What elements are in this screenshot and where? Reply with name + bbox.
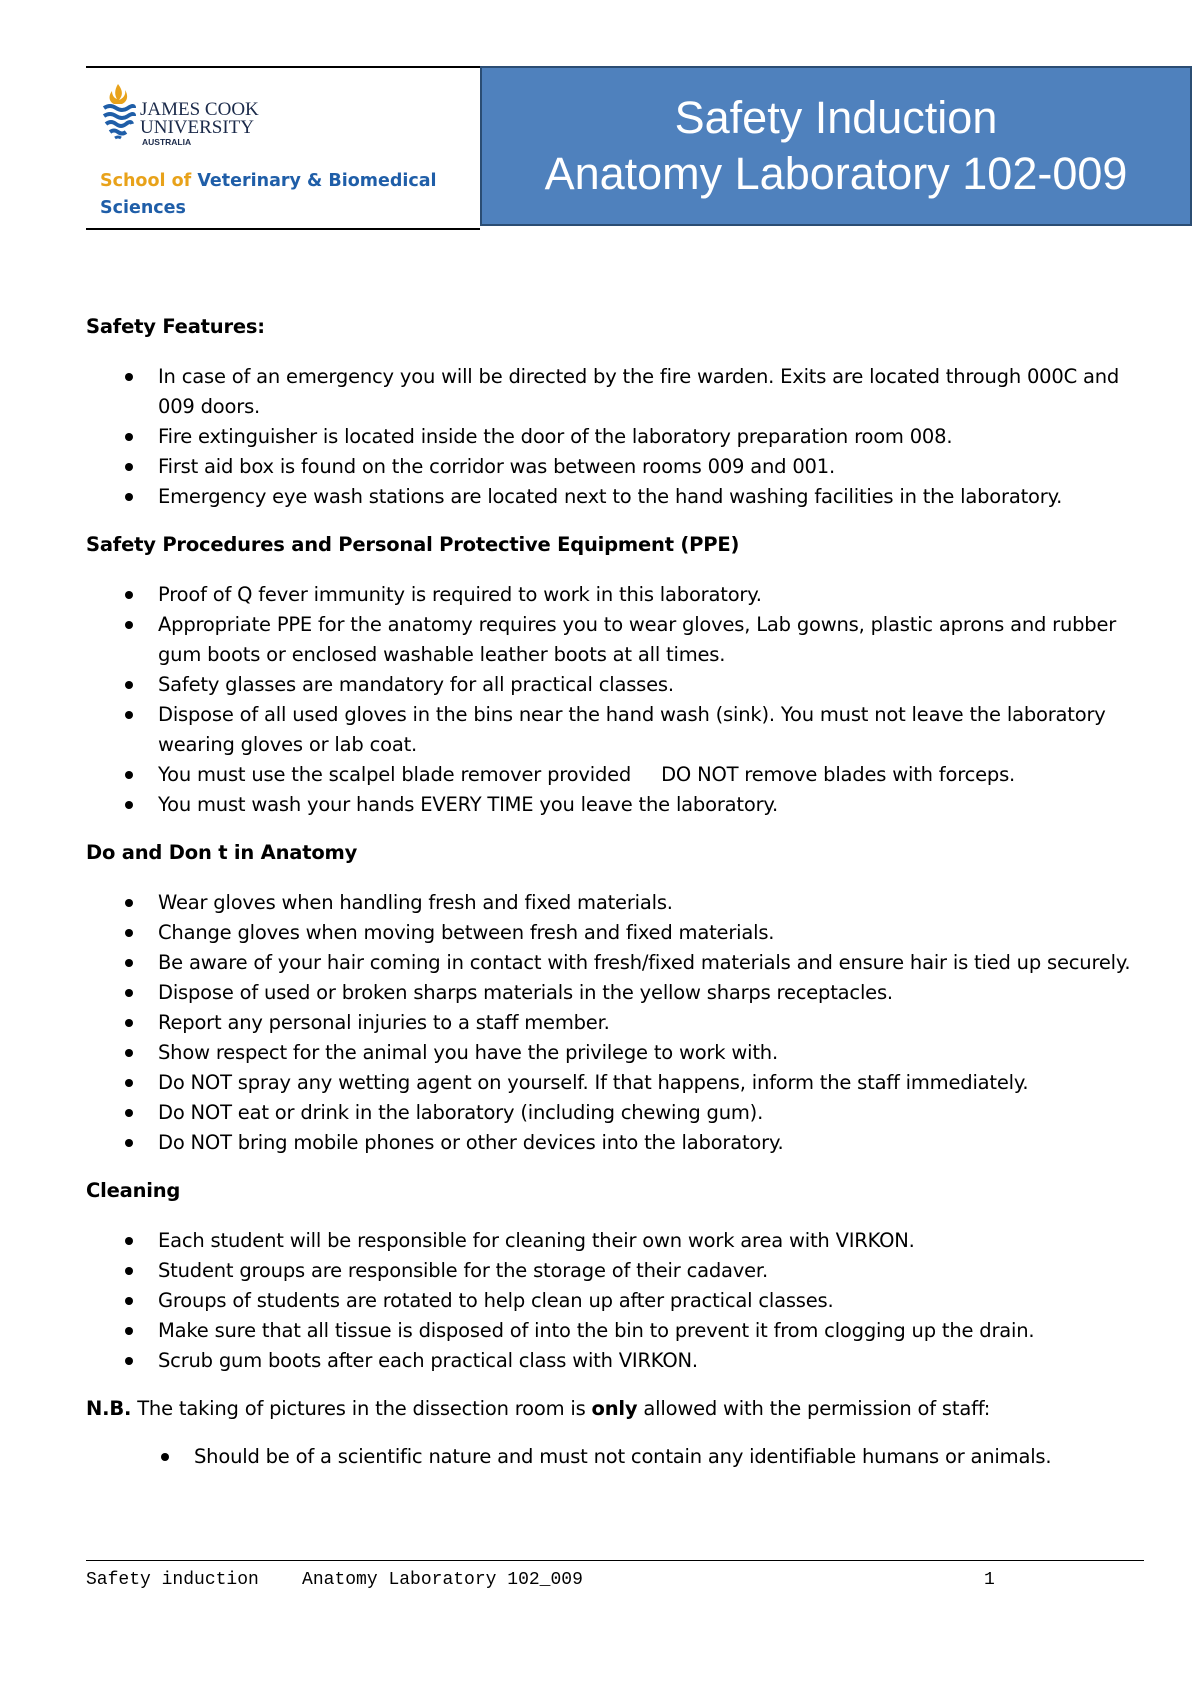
bullet-icon: [125, 463, 133, 471]
logo-text-line1: JAMES COOK: [140, 99, 259, 120]
list-item: Student groups are responsible for the storage of their cadaver.: [86, 1256, 1146, 1286]
section-title-ppe: Safety Procedures and Personal Protective Equipment (PPE): [86, 533, 740, 556]
list-item: Should be of a scientific nature and must not contain any identifiable humans or animals.: [86, 1442, 1146, 1472]
bullet-icon: [125, 929, 133, 937]
school-name-part1: Veterinary & Biomedical: [197, 171, 437, 191]
bullet-icon: [125, 1139, 133, 1147]
note-text-before: The taking of pictures in the dissection room is: [131, 1397, 592, 1420]
list-item: Make sure that all tissue is disposed of into the bin to prevent it from clogging up the drain.: [86, 1316, 1146, 1346]
bullet-icon: [125, 959, 133, 967]
bullet-icon: [161, 1453, 169, 1461]
logo-text-line3: AUSTRALIA: [142, 137, 192, 147]
list-item: Dispose of used or broken sharps materials in the yellow sharps receptacles.: [86, 978, 1146, 1008]
list-item: Each student will be responsible for cleaning their own work area with VIRKON.: [86, 1226, 1146, 1256]
bullet-icon: [125, 1049, 133, 1057]
list-item: Fire extinguisher is located inside the door of the laboratory preparation room 008.: [86, 422, 1146, 452]
bullet-icon: [125, 1237, 133, 1245]
note-text-after: allowed with the permission of staff:: [637, 1397, 991, 1420]
safety-features-list: [86, 362, 1146, 512]
list-item: Groups of students are rotated to help clean up after practical classes.: [86, 1286, 1146, 1316]
list-item: Wear gloves when handling fresh and fixed materials.: [86, 888, 1146, 918]
bullet-icon: [125, 433, 133, 441]
photography-note: [86, 1394, 1146, 1424]
footer-divider: [86, 1560, 1144, 1561]
bullet-icon: [125, 989, 133, 997]
bullet-icon: [125, 681, 133, 689]
section-title-do-dont: Do and Don t in Anatomy: [86, 841, 358, 864]
document-body: [86, 312, 1146, 1472]
do-dont-list: [86, 888, 1146, 1158]
bullet-icon: [125, 1297, 133, 1305]
bullet-icon: [125, 771, 133, 779]
list-item: You must use the scalpel blade remover provided DO NOT remove blades with forceps.: [86, 760, 1146, 790]
section-title-cleaning: Cleaning: [86, 1179, 181, 1202]
list-item: Safety glasses are mandatory for all practical classes.: [86, 670, 1146, 700]
bullet-icon: [125, 493, 133, 501]
bullet-icon: [125, 1109, 133, 1117]
bullet-icon: [125, 899, 133, 907]
list-item: Dispose of all used gloves in the bins near the hand wash (sink). You must not leave the laboratory wearing gloves or lab coat.: [86, 700, 1146, 760]
note-label: N.B.: [86, 1397, 132, 1420]
list-item: Do NOT eat or drink in the laboratory (including chewing gum).: [86, 1098, 1146, 1128]
logo-text-line2: UNIVERSITY: [140, 117, 254, 138]
bullet-icon: [125, 1357, 133, 1365]
list-item: Show respect for the animal you have the privilege to work with.: [86, 1038, 1146, 1068]
bullet-icon: [125, 1327, 133, 1335]
list-item: Be aware of your hair coming in contact with fresh/fixed materials and ensure hair is tied up securely.: [86, 948, 1146, 978]
jcu-logo: [98, 82, 268, 152]
cleaning-list: [86, 1226, 1146, 1376]
school-prefix: School of: [100, 171, 192, 191]
school-name-part2: Sciences: [100, 198, 186, 218]
list-item: You must wash your hands EVERY TIME you leave the laboratory.: [86, 790, 1146, 820]
bullet-icon: [125, 711, 133, 719]
page-header: [0, 0, 1200, 240]
list-item: Emergency eye wash stations are located next to the hand washing facilities in the laboratory.: [86, 482, 1146, 512]
bullet-icon: [125, 373, 133, 381]
school-name: [100, 168, 460, 222]
bullet-icon: [125, 1267, 133, 1275]
list-item: Change gloves when moving between fresh and fixed materials.: [86, 918, 1146, 948]
list-item: Do NOT bring mobile phones or other devices into the laboratory.: [86, 1128, 1146, 1158]
list-item: Appropriate PPE for the anatomy requires you to wear gloves, Lab gowns, plastic aprons and rubber gum boots or enclosed washable leather boots at all times.: [86, 610, 1146, 670]
page-title-line1: Safety Induction: [674, 92, 998, 143]
note-emphasis: only: [591, 1397, 638, 1420]
photography-note-list: [86, 1442, 1146, 1472]
footer-title: Safety induction Anatomy Laboratory 102_009: [86, 1570, 583, 1590]
page-number: 1: [984, 1570, 995, 1590]
bullet-icon: [125, 1079, 133, 1087]
page-title-line2: Anatomy Laboratory 102-009: [544, 148, 1128, 199]
list-item: In case of an emergency you will be directed by the fire warden. Exits are located through 000C and 009 doors.: [86, 362, 1146, 422]
section-title-safety-features: Safety Features:: [86, 315, 265, 338]
list-item: Report any personal injuries to a staff member.: [86, 1008, 1146, 1038]
bullet-icon: [125, 1019, 133, 1027]
bullet-icon: [125, 621, 133, 629]
bullet-icon: [125, 591, 133, 599]
title-banner: [480, 66, 1192, 226]
list-item: Proof of Q fever immunity is required to work in this laboratory.: [86, 580, 1146, 610]
list-item: Do NOT spray any wetting agent on yourself. If that happens, inform the staff immediately.: [86, 1068, 1146, 1098]
list-item: First aid box is found on the corridor was between rooms 009 and 001.: [86, 452, 1146, 482]
list-item: Scrub gum boots after each practical class with VIRKON.: [86, 1346, 1146, 1376]
university-branding: [86, 66, 480, 230]
bullet-icon: [125, 801, 133, 809]
ppe-list: [86, 580, 1146, 820]
